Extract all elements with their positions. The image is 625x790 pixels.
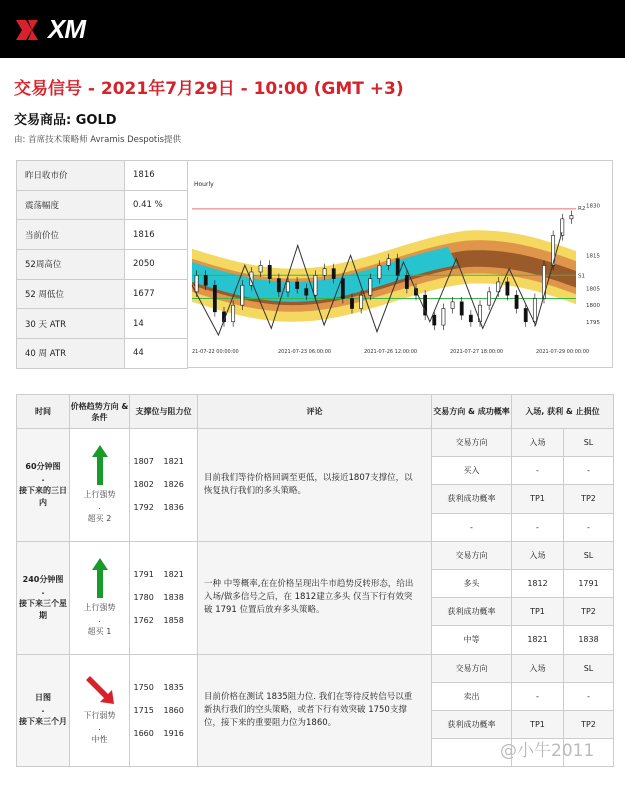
xm-logo-icon (14, 18, 44, 42)
candle (460, 302, 463, 315)
candle (232, 305, 235, 322)
stat-value: 2050 (125, 250, 188, 280)
candle (268, 265, 271, 278)
table-row (17, 654, 614, 682)
entry-cell: 入场 (512, 429, 564, 457)
direction-cell: 中等 (432, 626, 512, 654)
sl-cell: SL (564, 429, 614, 457)
entry-cell: 1821 (512, 626, 564, 654)
dot: . (41, 705, 45, 715)
candle (433, 315, 436, 325)
stats-row (17, 309, 188, 339)
hourly-chart (187, 160, 613, 368)
timeframe-cell (17, 541, 70, 654)
stats-row (17, 220, 188, 250)
candle (369, 279, 372, 296)
support-level: 1802 (133, 480, 154, 490)
sl-cell: 1791 (564, 569, 614, 597)
trend-label: 下行弱势 (83, 711, 116, 721)
right-label: S1 (578, 273, 585, 280)
timeframe: 60分钟图 (25, 461, 61, 471)
y-tick-label: 1795 (586, 319, 600, 326)
support-level: 1660 (133, 728, 154, 738)
candle (442, 308, 445, 325)
sl-cell: - (564, 457, 614, 485)
arrow-up-icon (92, 558, 108, 598)
arrow-up-icon (92, 445, 108, 485)
candle (451, 302, 454, 309)
candle (332, 269, 335, 279)
direction-cell: 买入 (432, 457, 512, 485)
xm-logo[interactable] (14, 14, 85, 45)
direction-cell: 多头 (432, 569, 512, 597)
candle (341, 279, 344, 299)
resistance-level: 1821 (163, 569, 184, 579)
stats-row (17, 190, 188, 220)
condition-label: 超买 2 (87, 513, 112, 523)
levels-cell (130, 429, 198, 542)
levels-cell (130, 654, 198, 767)
trend-label: 上行强势 (83, 489, 116, 499)
direction-cell: 卖出 (432, 682, 512, 710)
candle (405, 275, 408, 288)
candle (542, 265, 545, 298)
candle (378, 265, 381, 278)
candle (213, 285, 216, 312)
trend-cell (70, 429, 130, 542)
sl-cell: TP2 (564, 485, 614, 513)
stat-label: 40 周 ATR (17, 339, 125, 369)
candle (533, 299, 536, 322)
direction-cell: - (432, 513, 512, 541)
direction-cell: 获利成功概率 (432, 710, 512, 738)
header-direction: 交易方向 & 成功概率 (432, 395, 512, 429)
resistance-level: 1858 (163, 616, 184, 626)
candle (241, 285, 244, 305)
entry-cell: - (512, 513, 564, 541)
author-line: 由: 首席技术策略师 Avramis Despotis提供 (14, 135, 182, 145)
timeframe-cell (17, 429, 70, 542)
header-comment: 评论 (198, 395, 432, 429)
sl-cell: SL (564, 541, 614, 569)
stat-label: 52 周低位 (17, 279, 125, 309)
resistance-level: 1838 (163, 593, 184, 603)
candle (204, 275, 207, 285)
stat-value: 14 (125, 309, 188, 339)
sl-cell: 1838 (564, 626, 614, 654)
sl-cell: SL (564, 654, 614, 682)
logo-text: XM (48, 14, 85, 44)
table-row (17, 541, 614, 569)
horizon: 接下来三个星期 (19, 598, 67, 620)
stat-label: 当前价位 (17, 220, 125, 250)
candle (570, 216, 573, 219)
header-time: 时间 (17, 395, 70, 429)
entry-cell: TP1 (512, 598, 564, 626)
stat-value: 44 (125, 339, 188, 369)
entry-cell: 1812 (512, 569, 564, 597)
candle (488, 292, 491, 305)
sl-cell: - (564, 682, 614, 710)
timeframe-cell (17, 654, 70, 767)
support-level: 1791 (133, 569, 154, 579)
stat-label: 30 天 ATR (17, 309, 125, 339)
candle (305, 289, 308, 296)
candle (323, 269, 326, 276)
trend-cell (70, 541, 130, 654)
stats-row (17, 250, 188, 280)
resistance-level: 1836 (163, 503, 184, 513)
dot: . (98, 723, 101, 733)
candle (561, 219, 564, 236)
chart-title: Hourly (194, 181, 214, 188)
sl-cell: - (564, 513, 614, 541)
direction-cell: 交易方向 (432, 429, 512, 457)
stat-label: 52周高位 (17, 250, 125, 280)
direction-cell: 交易方向 (432, 654, 512, 682)
stats-row (17, 161, 188, 191)
support-level: 1715 (133, 705, 154, 715)
resistance-level: 1826 (163, 480, 184, 490)
direction-cell: 交易方向 (432, 541, 512, 569)
arrow-down-icon (84, 674, 116, 706)
candle (350, 299, 353, 309)
stat-value: 1816 (125, 161, 188, 191)
comment-cell: 目前我们等待价格回调至更低，以接近1807支撑位，以恢复执行我们的多头策略。 (198, 429, 432, 542)
candle (314, 275, 317, 295)
page-title: 交易信号 - 2021年7月29日 - 10:00 (GMT +3) (14, 79, 404, 99)
stat-label: 昨日收市价 (17, 161, 125, 191)
direction-cell: 获利成功概率 (432, 598, 512, 626)
x-tick-label: 2021-07-29 00:00:00 (536, 349, 590, 355)
header-levels: 支撑位与阻力位 (130, 395, 198, 429)
stats-row (17, 279, 188, 309)
table-row (17, 429, 614, 457)
resistance-level: 1860 (163, 705, 184, 715)
candle (515, 295, 518, 308)
x-tick-label: 2021-07-26 12:00:00 (364, 349, 418, 355)
candle (296, 282, 299, 289)
stat-label: 震荡幅度 (17, 190, 125, 220)
signals-table (16, 394, 614, 767)
y-tick-label: 1800 (586, 303, 600, 310)
header-entry: 入场, 获利 & 止损位 (512, 395, 614, 429)
entry-cell: 入场 (512, 654, 564, 682)
horizon: 接下来的三日内 (19, 485, 67, 507)
dot: . (98, 501, 101, 511)
entry-cell: TP1 (512, 485, 564, 513)
candle (195, 275, 198, 292)
comment-cell: 一种 中等概率,在在价格呈现出牛市趋势反转形态，给出入场/做多信号之后，在 1812建立多头 仅当下行有效突破 1791 位置后放弃多头策略。 (198, 541, 432, 654)
timeframe: 240分钟图 (22, 574, 64, 584)
stats-table (16, 160, 188, 369)
x-tick-label: 21-07-22 00:00:00 (192, 349, 239, 355)
stat-value: 0.41 % (125, 190, 188, 220)
candle (524, 308, 527, 321)
dot: . (98, 614, 101, 624)
dot: . (41, 473, 45, 483)
condition-label: 超买 1 (87, 626, 112, 636)
x-tick-label: 2021-07-23 06:00:00 (278, 349, 332, 355)
stat-value: 1816 (125, 220, 188, 250)
product-name: 交易商品: GOLD (14, 113, 117, 128)
y-tick-label: 1830 (586, 203, 600, 210)
y-tick-label: 1805 (586, 286, 600, 293)
comment-cell: 目前价格在测试 1835阻力位. 我们在等待反转信号以重新执行我们的空头策略，或者下行有效突破 1750支撑位，接下来的重要阻力位为1860。 (198, 654, 432, 767)
trend-cell (70, 654, 130, 767)
entry-cell: TP1 (512, 710, 564, 738)
candle (469, 315, 472, 322)
timeframe: 日图 (35, 693, 51, 703)
watermark: @小牛2011 (500, 741, 595, 761)
resistance-level: 1821 (163, 457, 184, 467)
sl-cell: TP2 (564, 598, 614, 626)
header-trend: 价格趋势方向 & 条件 (70, 395, 130, 429)
candle (259, 265, 262, 272)
candle (360, 295, 363, 308)
support-level: 1780 (133, 593, 154, 603)
y-tick-label: 1815 (586, 253, 600, 260)
candle (277, 279, 280, 292)
support-level: 1762 (133, 616, 154, 626)
support-level: 1807 (133, 457, 154, 467)
top-bar (0, 0, 625, 58)
support-level: 1792 (133, 503, 154, 513)
resistance-level: 1835 (163, 682, 184, 692)
candle (387, 259, 390, 266)
resistance-level: 1916 (163, 728, 184, 738)
chart-svg (188, 161, 612, 367)
horizon: 接下来三个月 (19, 717, 67, 727)
entry-cell: - (512, 682, 564, 710)
dot: . (41, 586, 45, 596)
sl-cell: TP2 (564, 710, 614, 738)
condition-label: 中性 (91, 735, 108, 745)
stat-value: 1677 (125, 279, 188, 309)
levels-cell (130, 541, 198, 654)
entry-cell: - (512, 457, 564, 485)
right-label: R2 (578, 205, 586, 212)
direction-cell: 获利成功概率 (432, 485, 512, 513)
stats-row (17, 339, 188, 369)
support-level: 1750 (133, 682, 154, 692)
x-tick-label: 2021-07-27 18:00:00 (450, 349, 504, 355)
entry-cell: 入场 (512, 541, 564, 569)
trend-label: 上行强势 (83, 602, 116, 612)
candle (286, 282, 289, 292)
candle (506, 282, 509, 295)
